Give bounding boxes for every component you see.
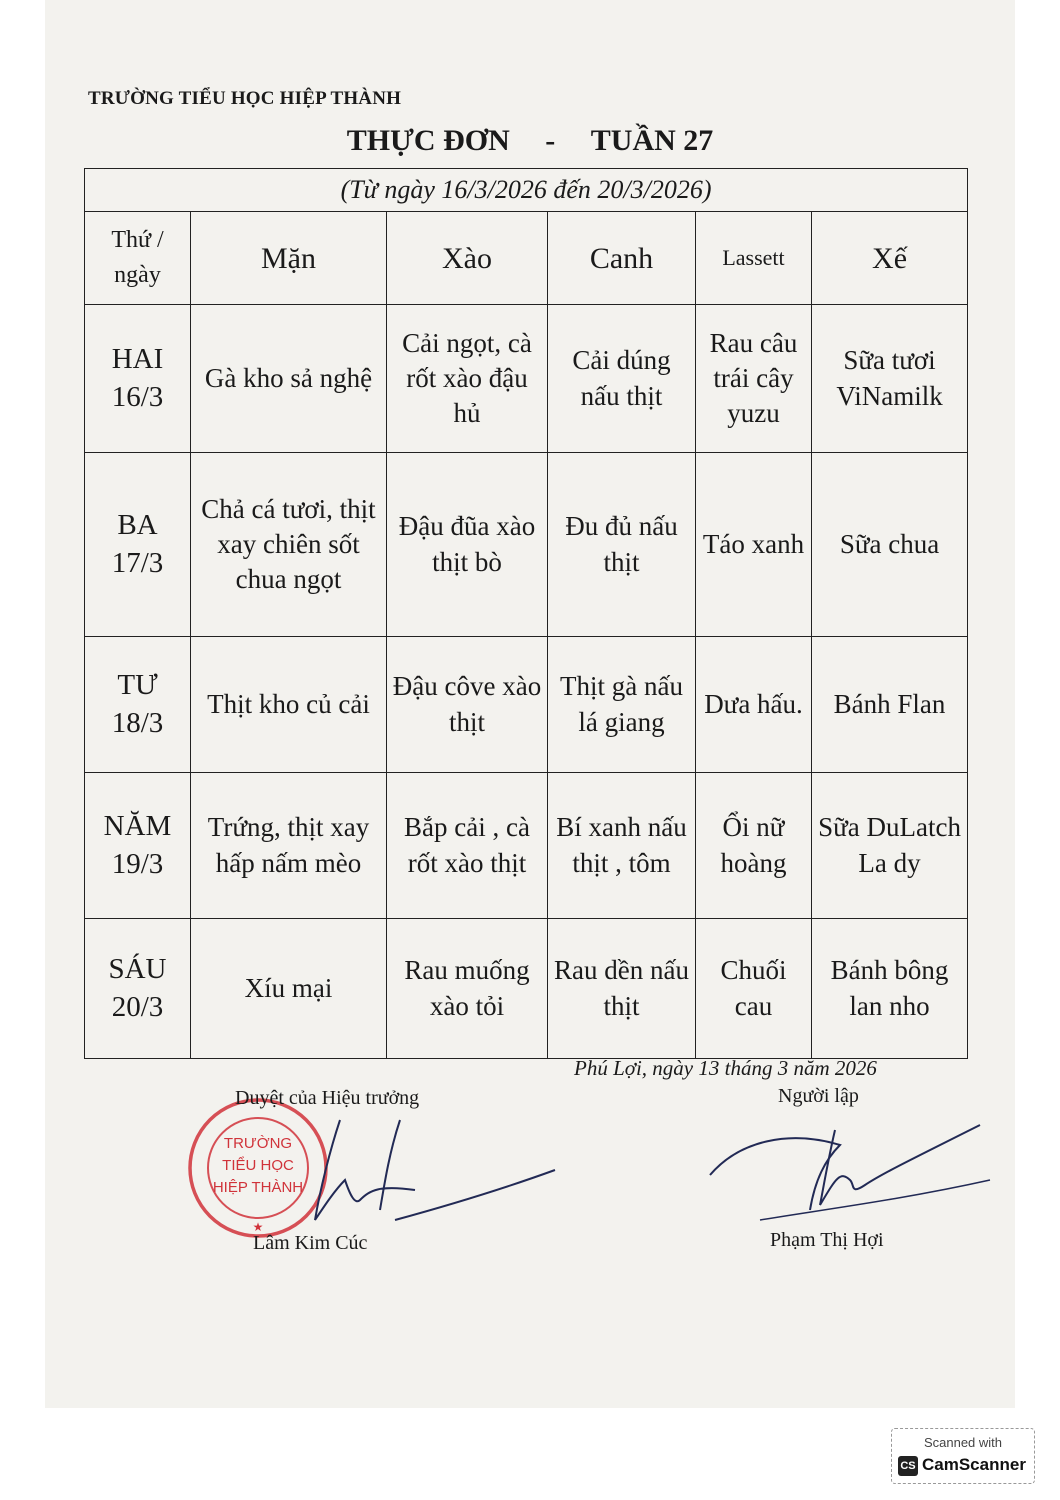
day-date: 20/3 — [111, 990, 164, 1023]
preparer-name: Phạm Thị Hợi — [770, 1229, 884, 1251]
dish-canh: Đu đủ nấu thịt — [548, 453, 696, 637]
col-header-xe: Xế — [812, 212, 968, 305]
dish-lassett: Ổi nữ hoàng — [696, 773, 812, 919]
dish-xao: Đậu côve xào thịt — [387, 637, 548, 773]
col-header-xao: Xào — [387, 212, 548, 305]
dish-lassett: Táo xanh — [696, 453, 812, 637]
approver-signature-icon — [300, 1110, 570, 1240]
table-row — [85, 305, 968, 453]
scanner-brand: CamScanner — [922, 1455, 1026, 1474]
day-date: 19/3 — [111, 847, 164, 880]
svg-text:★: ★ — [252, 1220, 264, 1234]
day-name: HAI — [111, 342, 164, 375]
dish-xao: Cải ngọt, cà rốt xào đậu hủ — [387, 305, 548, 453]
stamp-line-3: HIỆP THÀNH — [212, 1179, 304, 1196]
day-cell — [85, 919, 191, 1059]
dish-canh: Rau dền nấu thịt — [548, 919, 696, 1059]
day-name: BA — [117, 508, 158, 541]
dish-canh: Thịt gà nấu lá giang — [548, 637, 696, 773]
menu-title — [0, 124, 1060, 158]
dish-lassett: Chuối cau — [696, 919, 812, 1059]
day-date: 18/3 — [111, 706, 164, 739]
table-row — [85, 453, 968, 637]
day-name: SÁU — [108, 952, 167, 985]
table-row — [85, 773, 968, 919]
day-name: NĂM — [103, 809, 172, 842]
day-cell — [85, 637, 191, 773]
preparer-signature-icon — [700, 1110, 1000, 1230]
approver-label: Duyệt của Hiệu trưởng — [235, 1087, 420, 1109]
dish-xao: Đậu đũa xào thịt bò — [387, 453, 548, 637]
school-name: TRƯỜNG TIỂU HỌC HIỆP THÀNH — [88, 88, 402, 109]
dish-xe: Bánh bông lan nho — [812, 919, 968, 1059]
day-date: 17/3 — [111, 546, 164, 579]
table-row — [85, 637, 968, 773]
dish-xe: Sữa tươi ViNamilk — [812, 305, 968, 453]
dish-xao: Rau muống xào tỏi — [387, 919, 548, 1059]
place-date: Phú Lợi, ngày 13 tháng 3 năm 2026 — [574, 1056, 877, 1080]
col-header-day: Thứ / ngày — [85, 212, 191, 305]
col-header-canh: Canh — [548, 212, 696, 305]
day-cell — [85, 305, 191, 453]
dish-xe: Sữa DuLatch La dy — [812, 773, 968, 919]
dish-man: Trứng, thịt xay hấp nấm mèo — [191, 773, 387, 919]
preparer-label: Người lập — [778, 1085, 859, 1107]
scanner-caption: Scanned with — [923, 1435, 1003, 1450]
dish-lassett: Dưa hấu. — [696, 637, 812, 773]
stamp-line-2: TIỂU HỌC — [222, 1157, 294, 1174]
dish-xe: Bánh Flan — [812, 637, 968, 773]
dish-canh: Cải dúng nấu thịt — [548, 305, 696, 453]
dish-man: Xíu mại — [191, 919, 387, 1059]
title-right: TUẦN 27 — [590, 124, 714, 157]
approver-name: Lâm Kim Cúc — [253, 1232, 368, 1254]
day-name: TƯ — [117, 668, 158, 701]
dish-man: Thịt kho củ cải — [191, 637, 387, 773]
title-dash: - — [545, 124, 556, 157]
menu-table — [84, 168, 968, 1059]
camscanner-logo-icon: CS — [898, 1456, 918, 1476]
dish-man: Chả cá tươi, thịt xay chiên sốt chua ngọt — [191, 453, 387, 637]
dish-xao: Bắp cải , cà rốt xào thịt — [387, 773, 548, 919]
col-header-man: Mặn — [191, 212, 387, 305]
dish-canh: Bí xanh nấu thịt , tôm — [548, 773, 696, 919]
day-cell — [85, 773, 191, 919]
table-row — [85, 919, 968, 1059]
camscanner-badge — [891, 1428, 1035, 1484]
day-date: 16/3 — [111, 380, 164, 413]
day-cell — [85, 453, 191, 637]
stamp-line-1: TRƯỜNG — [223, 1135, 293, 1152]
table-header-row — [85, 212, 968, 305]
dish-xe: Sữa chua — [812, 453, 968, 637]
title-left: THỰC ĐƠN — [346, 124, 510, 157]
dish-man: Gà kho sả nghệ — [191, 305, 387, 453]
dish-lassett: Rau câu trái cây yuzu — [696, 305, 812, 453]
col-header-lassett: Lassett — [696, 212, 812, 305]
date-range: (Từ ngày 16/3/2026 đến 20/3/2026) — [85, 169, 968, 212]
